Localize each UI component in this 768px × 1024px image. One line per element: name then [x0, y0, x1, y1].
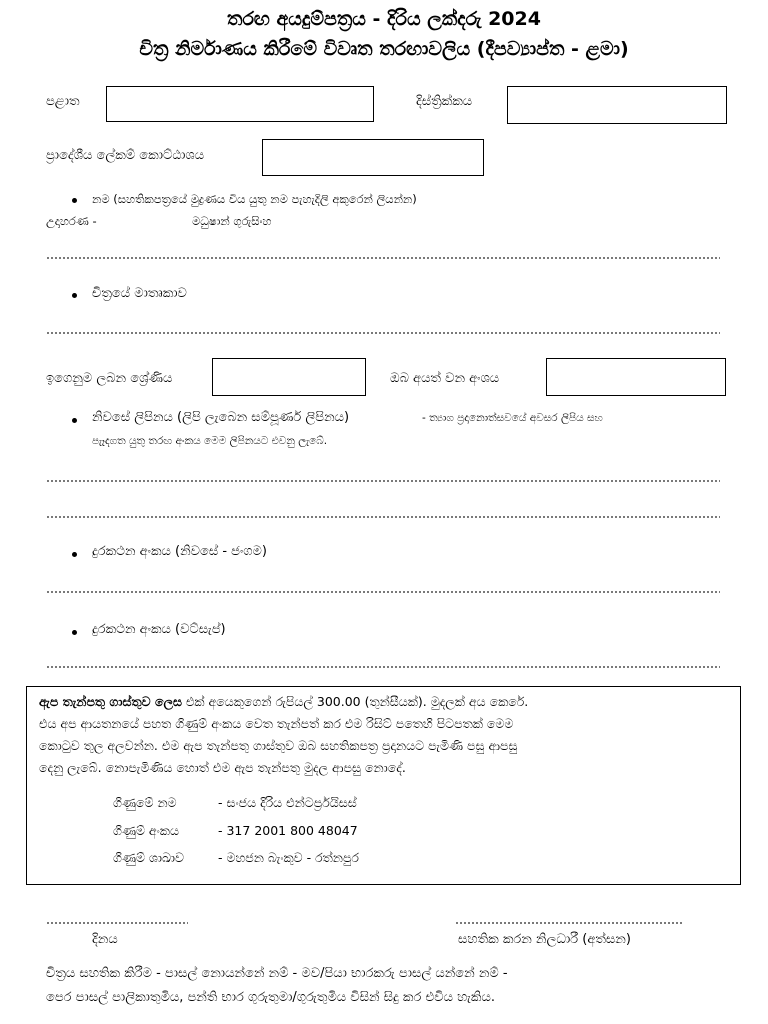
name-line[interactable]: [46, 257, 720, 259]
signature-line[interactable]: [455, 922, 683, 924]
example-value: මධුෂාන් ගුරුසිංහ: [192, 214, 272, 228]
ds-office-input[interactable]: [262, 139, 484, 176]
account-name-value: - සංජය දිරිය එන්ටර්ප්‍රයිසස්: [218, 795, 357, 810]
account-name-row: [113, 795, 357, 811]
payment-text-3: කොටුව තුල අලවන්න. එම ඇප තැන්පතු ගාස්තුව ඔබ සහතිකපත්‍ර ප්‍රදානයට පැමිණි පසු ආපසු: [39, 738, 518, 753]
province-label: පළාත: [46, 94, 80, 109]
payment-text-4: දෙනු ලැබේ. නොපැමිණිය හොත් එම ඇප තැන්පතු මුදල ආපසු නොදේ.: [39, 760, 406, 775]
bullet-icon: [72, 198, 77, 203]
payment-lead: ඇප තැන්පතු ගාස්තුව ලෙස: [39, 694, 182, 709]
footer-note: [46, 962, 724, 1010]
branch-label: ගිණුම් ශාඛාව: [113, 850, 185, 865]
date-label: දිනය: [92, 932, 118, 947]
account-number-value: - 317 2001 800 48047: [218, 823, 358, 838]
example-label: උදාහරණ -: [46, 214, 97, 228]
phone-line[interactable]: [46, 591, 720, 593]
address-note-2: පැෑදගත යුතු තරඟ අංකය මෙම ලිපිනයට එවනු ලැබේ.: [92, 435, 328, 447]
address-line-2[interactable]: [46, 516, 720, 518]
district-label: දිස්ත්‍රික්කය: [416, 94, 473, 109]
whatsapp-label: දුරකථන අංකය (වට්සැප්): [92, 622, 226, 637]
payment-box[interactable]: [26, 686, 741, 885]
district-input[interactable]: [507, 86, 727, 124]
category-label: ඔබ අයත් වන අංශය: [390, 371, 500, 386]
bullet-icon: [72, 552, 77, 557]
branch-row: [113, 850, 359, 866]
account-number-row: [113, 823, 358, 839]
category-input[interactable]: [546, 358, 726, 396]
payment-text-1: එක් අයෙකුගෙන් රුපියල් 300.00 (තුන්සීයක්). මුදලක් අය කෙරේ.: [181, 694, 529, 709]
theme-line[interactable]: [46, 332, 720, 334]
form-subtitle: චිත්‍ර නිර්මාණය කිරීමේ විවෘත තරඟාවලිය (දීපව්‍යාප්ත - ළමා): [139, 38, 629, 60]
account-name-label: ගිණුමේ නම: [113, 795, 177, 810]
address-line-1[interactable]: [46, 480, 720, 482]
grade-input[interactable]: [212, 358, 366, 396]
bullet-icon: [72, 293, 77, 298]
payment-text-2: එය අප ආයතනයේ පහත ගිණුම් අංකය වෙත තැන්පත් කර එම රිසිට් පතෙහි පිටපතක් මෙම: [39, 716, 514, 731]
phone-label: දුරකථන අංකය (නිවසේ - ජංගම): [92, 544, 267, 559]
theme-label: චිත්‍රයේ මාතෘකාව: [92, 286, 187, 301]
form-title: තරඟ අයදුම්පත්‍රය - දිරිය ලක්දරු 2024: [227, 8, 541, 30]
account-number-label: ගිණුම් අංකය: [113, 823, 179, 838]
province-input[interactable]: [106, 86, 374, 122]
bullet-icon: [72, 630, 77, 635]
branch-value: - මහජන බැංකුව - රත්නපුර: [218, 850, 359, 865]
payment-instructions: [39, 691, 729, 779]
whatsapp-line[interactable]: [46, 666, 720, 668]
address-note-1: - ත්‍යාග ප්‍රදානොත්සවයේ අවසර ලිපිය සහ: [422, 412, 603, 424]
footer-line-2: පෙර පාසල් පාලිකාතුමිය, පන්ති භාර ගුරුතුමා/ගුරුතුමිය විසින් සිදු කර එවිය හැකිය.: [46, 990, 495, 1005]
name-instruction: නම (සහතිකපත්‍රයේ මුද්‍රණය විය යුතු නම පැහැදිලි අකුරෙන් ලියන්න): [92, 192, 417, 206]
address-label: නිවසේ ලිපිනය (ලිපි ලැබෙන සම්පූර්ණ ලිපිනය): [92, 410, 350, 425]
ds-office-label: ප්‍රාදේශීය ලේකම් කොට්ඨාශය: [46, 148, 205, 163]
footer-line-1: චිත්‍රය සහතික කිරීම - පාසල් නොයන්නේ නම් - මව/පියා භාරකරු පාසල් යන්නේ නම් -: [46, 966, 508, 981]
certifier-label: සහතික කරන නිලධාරී (අත්සන): [458, 932, 631, 947]
grade-label: ඉගෙනුම ලබන ශ්‍රේණිය: [46, 371, 173, 386]
bullet-icon: [72, 418, 77, 423]
date-line[interactable]: [46, 922, 188, 924]
